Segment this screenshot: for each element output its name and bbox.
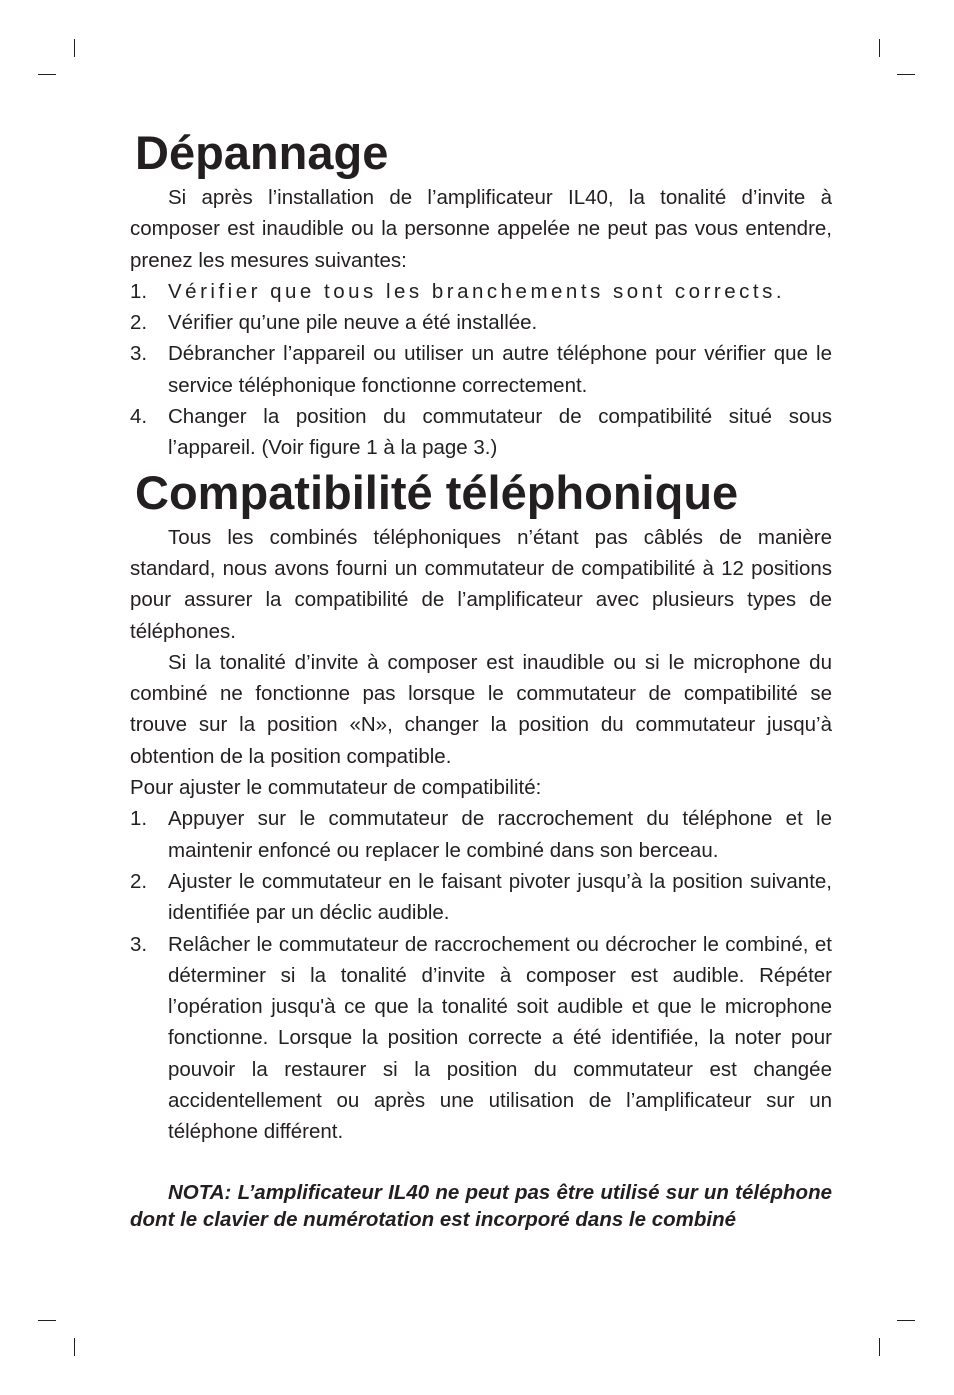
crop-mark-bottom-left-horizontal [38,1320,56,1321]
step-text: Débrancher l’appareil ou utiliser un autre téléphone pour vérifier que le service téléphonique fonctionne correctement. [168,342,832,397]
crop-mark-top-left-vertical [74,39,75,57]
document-page [130,124,832,1233]
step-text: Vérifier que tous les branchements sont corrects. [168,279,786,303]
section-title-depannage: Dépannage [135,126,389,179]
list-item [130,803,832,866]
crop-mark-bottom-left-vertical [74,1338,75,1356]
compat-paragraph-1: Tous les combinés téléphoniques n’étant pas câblés de manière standard, nous avons fourni un commutateur de compatibilité à 12 positions pour assurer la compatibilité de l’amplificateur avec plusieurs types de téléphones. [130,525,832,643]
step-number: 1. [130,807,148,831]
compat-steps [130,803,832,1147]
step-number: 2. [130,869,148,893]
crop-mark-bottom-right-horizontal [897,1320,915,1321]
crop-mark-bottom-right-vertical [879,1338,880,1356]
compat-paragraph-3: Pour ajuster le commutateur de compatibilité: [130,776,542,800]
step-number: 2. [130,311,148,335]
nota-note: NOTA: L’amplificateur IL40 ne peut pas être utilisé sur un téléphone dont le clavier de numérotation est incorporé dans le combiné [130,1180,832,1231]
crop-mark-top-right-horizontal [897,74,915,75]
crop-mark-top-right-vertical [879,39,880,57]
list-item [130,866,832,929]
step-text: Vérifier qu’une pile neuve a été installée. [168,311,538,335]
list-item [130,929,832,1148]
step-number: 3. [130,342,148,366]
depannage-intro: Si après l’installation de l’amplificateur IL40, la tonalité d’invite à composer est inaudible ou la personne appelée ne peut pas vous entendre, prenez les mesures suivantes: [130,186,832,272]
step-text: Relâcher le commutateur de raccrochement ou décrocher le combiné, et déterminer si la tonalité d’invite à composer est audible. Répéter l’opération jusqu'à ce que la tonalité soit audible et que le microphone fonctionne. Lorsque la position correcte a été identifiée, la noter pour pouvoir la restaurer si la position du commutateur est changée accidentellement ou après une utilisation de l’amplificateur sur un téléphone différent. [168,932,832,1144]
list-item [130,401,832,464]
compat-paragraph-2: Si la tonalité d’invite à composer est inaudible ou si le microphone du combiné ne fonctionne pas lorsque le commutateur de compatibilité se trouve sur la position «N», changer la position du commutateur jusqu’à obtention de la position compatible. [130,650,832,768]
step-text: Ajuster le commutateur en le faisant pivoter jusqu’à la position suivante, identifiée par un déclic audible. [168,869,832,925]
step-text: Appuyer sur le commutateur de raccrochement du téléphone et le maintenir enfoncé ou replacer le combiné dans son berceau. [168,807,832,862]
step-text: Changer la position du commutateur de compatibilité situé sous l’appareil. (Voir figure 1 à la page 3.) [168,405,832,460]
section-title-compatibilite: Compatibilité téléphonique [135,465,739,519]
crop-mark-top-left-horizontal [38,74,56,75]
step-number: 3. [130,932,148,956]
list-item [130,307,832,338]
depannage-steps [130,276,832,464]
list-item [130,276,832,307]
step-number: 1. [130,279,148,303]
step-number: 4. [130,405,148,429]
list-item [130,338,832,401]
